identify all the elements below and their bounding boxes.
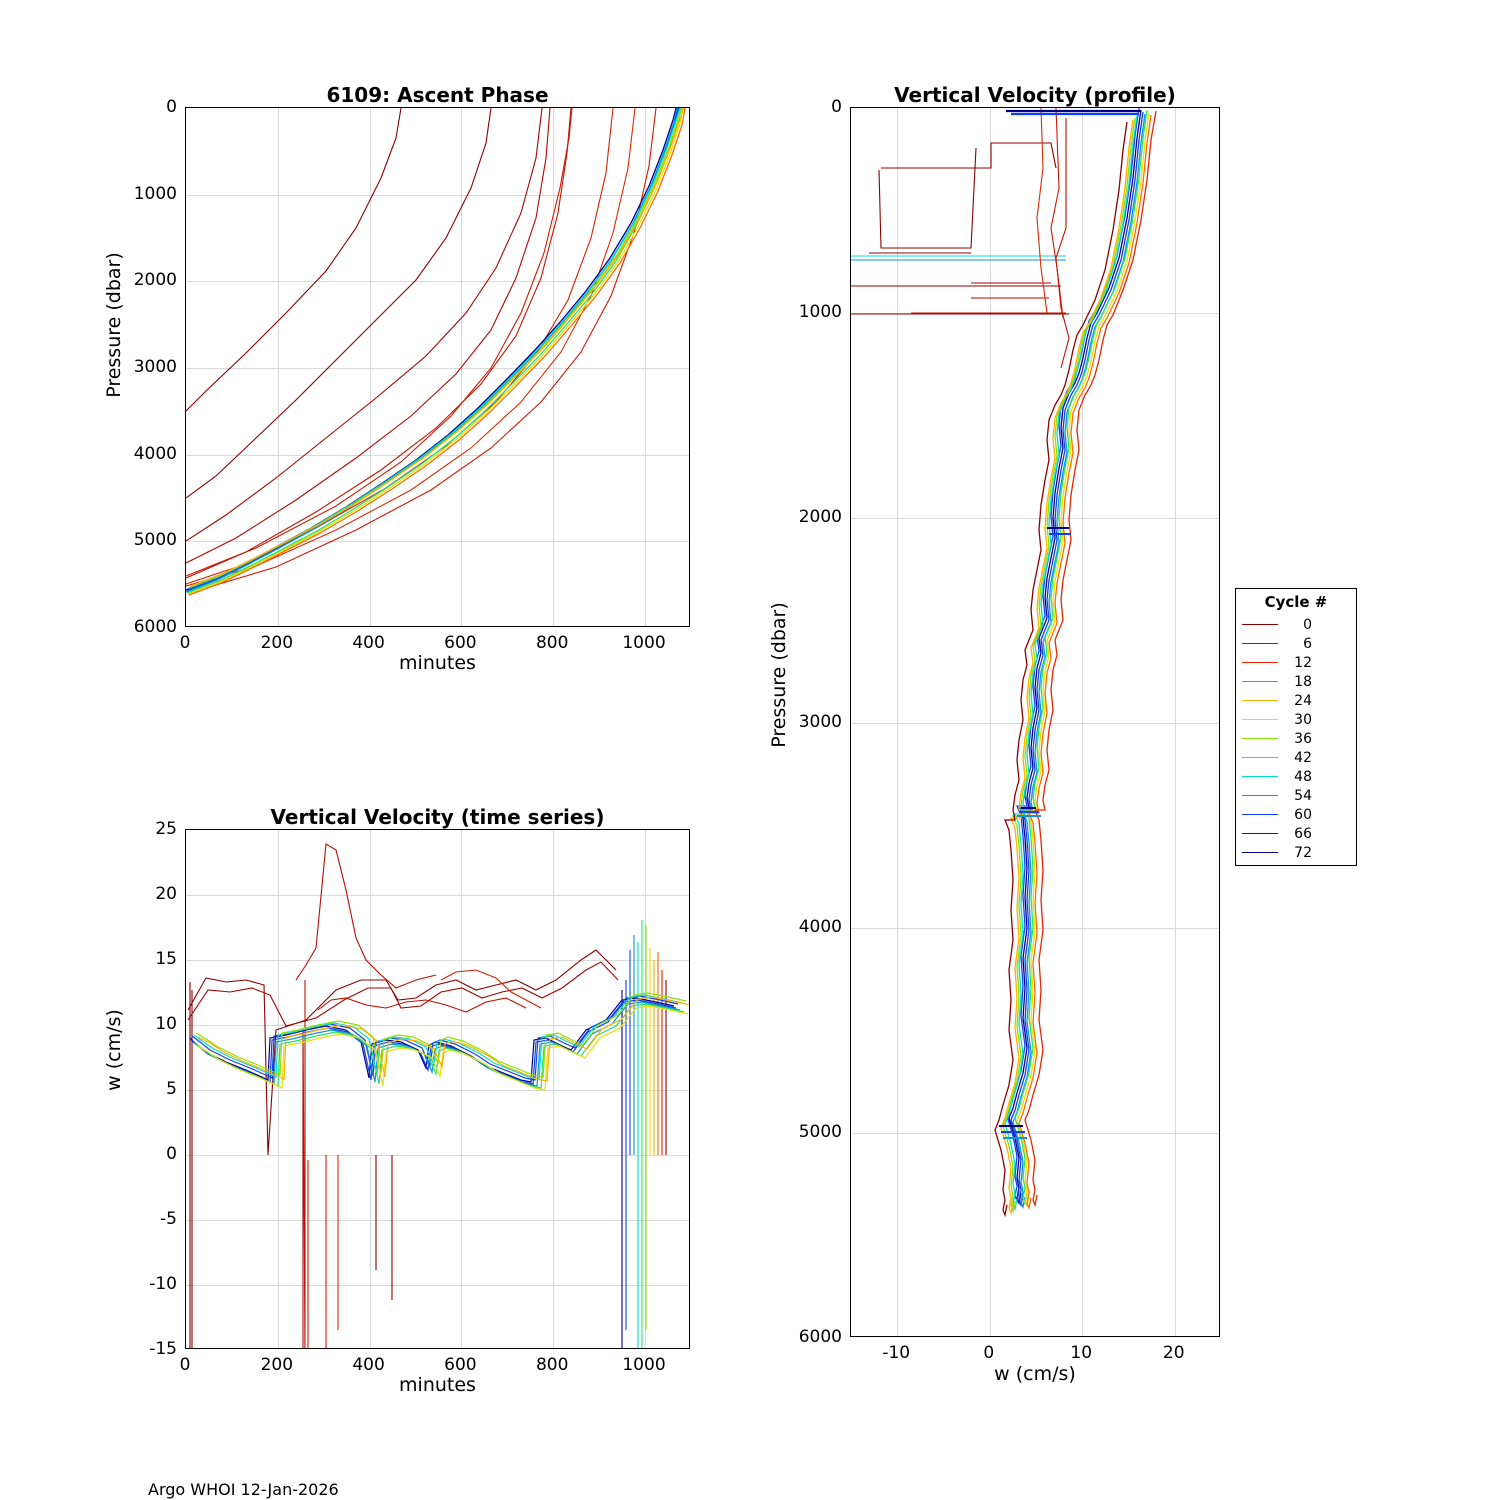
velocity-ts-ytick: 10 — [155, 1014, 177, 1034]
velocity-ts-xlabel: minutes — [399, 1374, 476, 1396]
ascent-phase-traces — [186, 108, 690, 627]
ascent-ytick: 3000 — [133, 357, 177, 377]
ascent-ytick: 4000 — [133, 443, 177, 464]
legend-color-swatch — [1242, 833, 1278, 834]
footer-credit: Argo WHOI 12-Jan-2026 — [148, 1480, 339, 1499]
legend-entry-label: 6 — [1303, 635, 1312, 652]
velocity-ts-xtick: 400 — [352, 1355, 385, 1375]
ascent-ytick: 2000 — [133, 270, 177, 291]
profile-xtick: 0 — [983, 1343, 995, 1363]
legend-color-swatch — [1242, 795, 1278, 796]
velocity-ts-ytick: 15 — [155, 949, 177, 969]
legend-entry — [1236, 653, 1356, 672]
ascent-xtick: 0 — [179, 633, 191, 653]
ascent-xtick: 400 — [352, 633, 385, 653]
profile-ytick: 5000 — [798, 1122, 842, 1142]
legend-color-swatch — [1242, 757, 1278, 758]
velocity-profile-axes — [850, 107, 1220, 1337]
legend-entry — [1236, 615, 1356, 634]
velocity-ts-ylabel: w (cm/s) — [103, 1009, 125, 1091]
profile-xtick: 20 — [1162, 1343, 1185, 1363]
legend-entry-label: 18 — [1294, 673, 1312, 690]
velocity-profile-traces — [851, 108, 1220, 1337]
ascent-ytick: 0 — [166, 97, 177, 117]
panel-ascent-phase — [0, 0, 740, 700]
velocity-timeseries-traces — [186, 830, 690, 1349]
velocity-timeseries-axes — [185, 829, 690, 1349]
legend-color-swatch — [1242, 662, 1278, 663]
ascent-ylabel: Pressure (dbar) — [103, 252, 125, 398]
ascent-ytick: 1000 — [133, 183, 177, 204]
velocity-ts-ytick: 5 — [166, 1079, 177, 1099]
legend-entry-label: 48 — [1294, 768, 1312, 785]
velocity-ts-ytick: -15 — [149, 1339, 177, 1359]
profile-ytick: 3000 — [798, 712, 842, 732]
legend-color-swatch — [1242, 776, 1278, 777]
ascent-xtick: 1000 — [622, 633, 666, 653]
velocity-profile-title: Vertical Velocity (profile) — [894, 83, 1176, 107]
legend-entry-label: 54 — [1294, 787, 1312, 804]
velocity-ts-ytick: 20 — [155, 884, 177, 904]
legend-entry — [1236, 634, 1356, 653]
legend-entry-label: 24 — [1294, 692, 1312, 709]
legend-entry-label: 66 — [1294, 825, 1312, 842]
panel-velocity-profile — [740, 0, 1260, 1420]
legend-entry — [1236, 805, 1356, 824]
panel-velocity-timeseries — [0, 760, 740, 1440]
legend-entry-label: 30 — [1294, 711, 1312, 728]
ascent-xlabel: minutes — [399, 652, 476, 674]
legend-entry — [1236, 748, 1356, 767]
legend-color-swatch — [1242, 852, 1278, 853]
legend-color-swatch — [1242, 738, 1278, 739]
legend-color-swatch — [1242, 814, 1278, 815]
legend-title: Cycle # — [1264, 593, 1328, 611]
legend-entry — [1236, 767, 1356, 786]
ascent-xtick: 800 — [535, 633, 569, 653]
legend-entry — [1236, 786, 1356, 805]
legend-color-swatch — [1242, 681, 1278, 682]
legend-entry — [1236, 729, 1356, 748]
legend-color-swatch — [1242, 719, 1278, 720]
velocity-ts-xtick: 0 — [179, 1355, 191, 1375]
legend-color-swatch — [1242, 624, 1278, 625]
velocity-timeseries-title: Vertical Velocity (time series) — [270, 805, 605, 829]
velocity-ts-xtick: 600 — [444, 1355, 477, 1375]
legend-entry-label: 0 — [1303, 616, 1312, 633]
legend-entry-label: 36 — [1294, 730, 1312, 747]
profile-ytick: 0 — [831, 97, 842, 117]
ascent-ytick: 5000 — [133, 530, 177, 551]
velocity-ts-ytick: -10 — [149, 1274, 177, 1294]
profile-ytick: 2000 — [798, 507, 842, 527]
legend-entry — [1236, 691, 1356, 710]
legend-entry-label: 42 — [1294, 749, 1312, 766]
profile-ytick: 4000 — [798, 917, 842, 937]
ascent-ytick: 6000 — [133, 617, 177, 637]
legend-color-swatch — [1242, 643, 1278, 644]
legend-entry-label: 12 — [1294, 654, 1312, 671]
velocity-ts-ytick: -5 — [160, 1209, 177, 1229]
ascent-xtick: 600 — [444, 633, 477, 653]
legend-rows — [1236, 615, 1356, 862]
velocity-ts-ytick: 0 — [166, 1144, 177, 1164]
profile-ylabel: Pressure (dbar) — [768, 602, 790, 748]
profile-xlabel: w (cm/s) — [994, 1363, 1076, 1385]
legend-entry — [1236, 824, 1356, 843]
profile-ytick: 6000 — [798, 1327, 842, 1347]
legend-entry — [1236, 672, 1356, 691]
velocity-ts-xtick: 200 — [260, 1355, 294, 1375]
legend-color-swatch — [1242, 700, 1278, 701]
ascent-phase-axes — [185, 107, 690, 627]
ascent-phase-title: 6109: Ascent Phase — [326, 83, 549, 107]
profile-xtick: -10 — [882, 1343, 911, 1363]
legend-entry-label: 72 — [1294, 844, 1312, 861]
ascent-xtick: 200 — [260, 633, 294, 653]
velocity-ts-xtick: 1000 — [622, 1355, 666, 1375]
legend — [1235, 588, 1357, 866]
velocity-ts-xtick: 800 — [535, 1355, 569, 1375]
velocity-ts-ytick: 25 — [155, 819, 177, 839]
legend-entry — [1236, 843, 1356, 862]
legend-entry-label: 60 — [1294, 806, 1312, 823]
legend-entry — [1236, 710, 1356, 729]
profile-xtick: 10 — [1070, 1343, 1093, 1363]
profile-ytick: 1000 — [798, 302, 842, 322]
